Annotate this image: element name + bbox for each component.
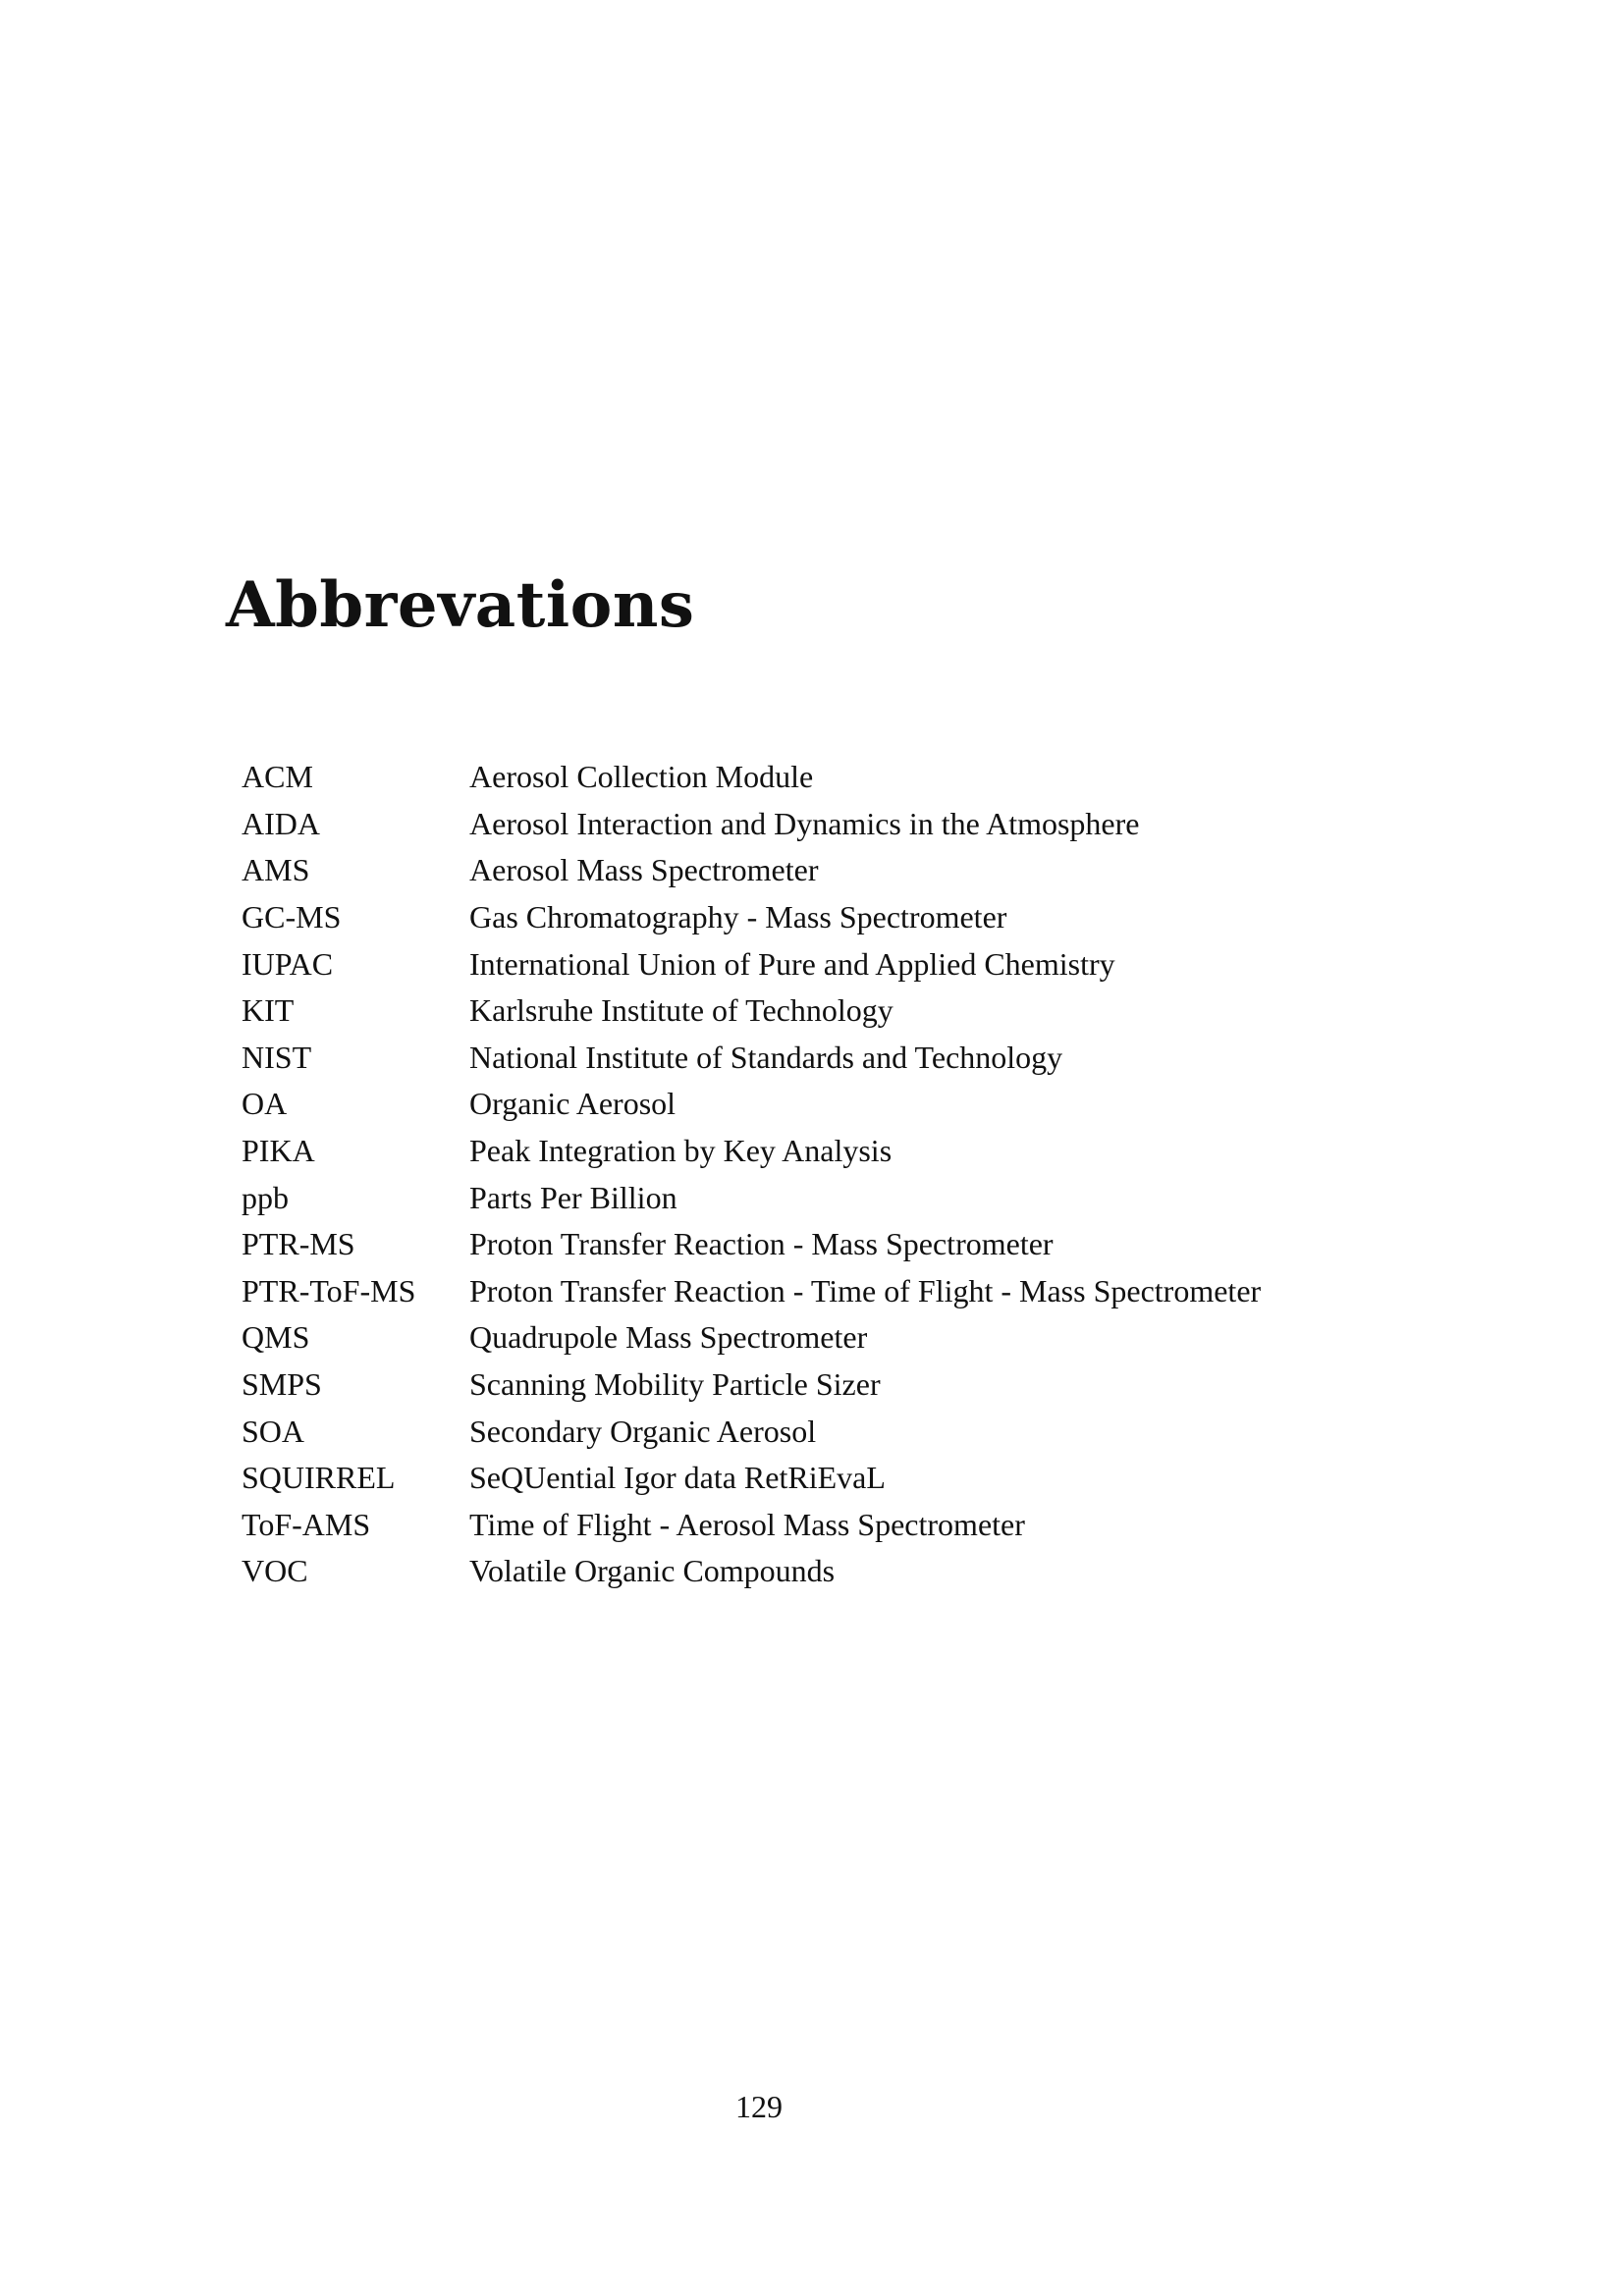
abbreviation-row [242,1502,1420,1549]
abbreviation-term: QMS [242,1319,310,1356]
abbreviation-definition: SeQUential Igor data RetRiEvaL [469,1460,886,1496]
abbreviation-definition: Parts Per Billion [469,1179,677,1215]
abbreviation-term: SOA [242,1413,305,1449]
abbreviation-row [242,940,1420,988]
abbreviation-row [242,1455,1420,1502]
abbreviation-definition: Aerosol Mass Spectrometer [469,852,819,888]
abbreviation-term: SMPS [242,1366,322,1403]
abbreviation-definition: National Institute of Standards and Technology [469,1039,1063,1075]
abbreviation-definition: International Union of Pure and Applied Chemistry [469,945,1115,982]
abbreviation-term: KIT [242,992,295,1029]
abbreviation-row [242,1035,1420,1082]
abbreviation-definition: Secondary Organic Aerosol [469,1413,817,1449]
abbreviation-row [242,1268,1420,1315]
abbreviation-row [242,801,1420,848]
abbreviation-term: PTR-ToF-MS [242,1272,416,1308]
abbreviation-term: GC-MS [242,899,342,935]
abbreviation-term: ACM [242,759,313,795]
abbreviation-term: SQUIRREL [242,1460,396,1496]
abbreviation-term: NIST [242,1039,312,1075]
abbreviation-definition: Scanning Mobility Particle Sizer [469,1366,881,1403]
abbreviation-row [242,754,1420,801]
abbreviation-term: PTR-MS [242,1226,355,1262]
abbreviation-row [242,1314,1420,1362]
abbreviation-row [242,1128,1420,1175]
abbreviation-list [242,754,1420,1595]
abbreviation-row [242,1174,1420,1221]
abbreviation-row [242,1548,1420,1595]
page-number: 129 [735,2089,783,2124]
abbreviation-term: IUPAC [242,945,334,982]
abbreviation-row [242,988,1420,1035]
abbreviation-definition: Quadrupole Mass Spectrometer [469,1319,868,1356]
abbreviation-definition: Aerosol Interaction and Dynamics in the Atmosphere [469,805,1140,841]
abbreviation-definition: Peak Integration by Key Analysis [469,1133,893,1169]
abbreviation-row [242,1362,1420,1409]
abbreviation-row [242,1408,1420,1455]
abbreviation-row [242,847,1420,894]
abbreviation-term: ToF-AMS [242,1506,371,1542]
abbreviation-definition: Proton Transfer Reaction - Time of Flight - Mass Spectrometer [469,1272,1262,1308]
abbreviation-definition: Aerosol Collection Module [469,759,814,795]
abbreviation-row [242,1081,1420,1128]
abbreviation-term: ppb [242,1179,289,1215]
abbreviation-term: VOC [242,1553,308,1589]
abbreviation-row [242,894,1420,941]
page-title: Abbrevations [226,568,695,642]
abbreviation-definition: Karlsruhe Institute of Technology [469,992,893,1029]
abbreviation-definition: Time of Flight - Aerosol Mass Spectrometer [469,1506,1025,1542]
abbreviation-definition: Gas Chromatography - Mass Spectrometer [469,899,1007,935]
abbreviation-definition: Volatile Organic Compounds [469,1553,836,1589]
abbreviation-definition: Proton Transfer Reaction - Mass Spectrometer [469,1226,1054,1262]
abbreviation-term: AIDA [242,805,320,841]
abbreviation-row [242,1221,1420,1268]
abbreviation-term: PIKA [242,1133,315,1169]
abbreviation-term: AMS [242,852,310,888]
abbreviation-term: OA [242,1086,288,1122]
abbreviation-definition: Organic Aerosol [469,1086,677,1122]
